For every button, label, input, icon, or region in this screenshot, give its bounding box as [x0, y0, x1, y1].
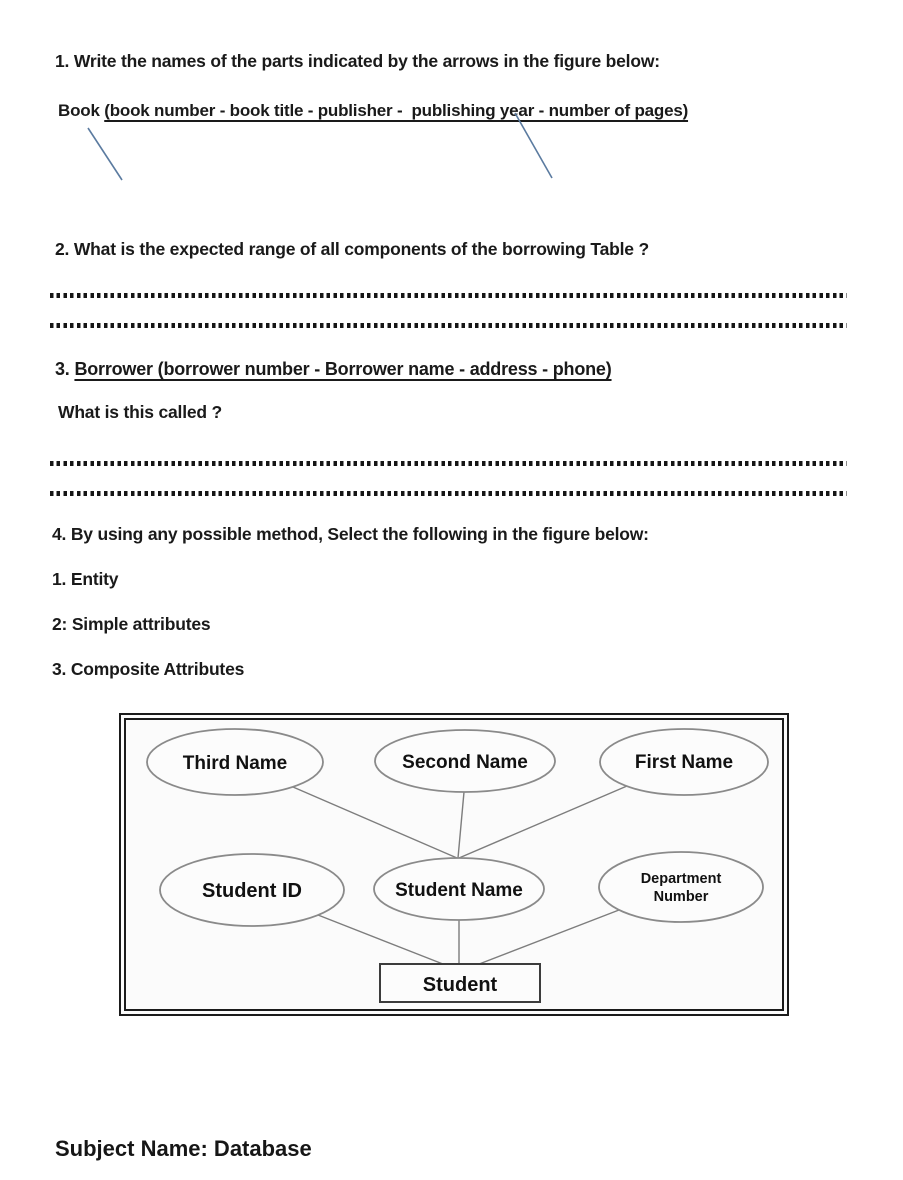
label-student-name: Student Name — [395, 880, 523, 901]
question-2-prompt: 2. What is the expected range of all components of the borrowing Table ? — [55, 239, 649, 259]
question-4-item-entity: 1. Entity — [52, 569, 119, 589]
answer-line — [50, 323, 847, 328]
question-3-heading — [55, 359, 612, 380]
answer-line — [50, 293, 847, 298]
label-second-name: Second Name — [402, 752, 528, 773]
connector-departmentnumber — [474, 910, 619, 966]
connector-thirdname — [293, 787, 457, 858]
subject-name-footer: Subject Name: Database — [55, 1136, 312, 1161]
label-student-entity: Student — [422, 974, 498, 996]
book-entity-label: Book — [58, 101, 100, 120]
question-4-item-simple-attributes: 2: Simple attributes — [52, 614, 211, 634]
label-third-name: Third Name — [182, 753, 288, 774]
question-1-prompt: 1. Write the names of the parts indicated by the arrows in the figure below: — [55, 51, 660, 71]
question-4-prompt: 4. By using any possible method, Select the following in the figure below: — [52, 524, 649, 544]
answer-line — [50, 461, 847, 466]
question-3-number: 3. — [55, 359, 70, 379]
label-first-name: First Name — [634, 752, 734, 773]
label-student-id: Student ID — [202, 880, 302, 902]
connector-firstname — [459, 786, 627, 858]
er-diagram-svg — [126, 720, 782, 1009]
label-department-line2: Number — [653, 889, 709, 905]
attribute-ellipse-department-number — [599, 852, 763, 922]
arrow-line-left — [88, 128, 122, 180]
label-department-line1: Department — [640, 871, 722, 887]
question-4-item-composite-attributes: 3. Composite Attributes — [52, 659, 245, 679]
connector-secondname — [458, 792, 464, 858]
borrower-heading-underlined: Borrower (borrower number - Borrower name - address - phone) — [74, 359, 612, 379]
answer-line — [50, 491, 847, 496]
er-diagram-figure — [119, 713, 789, 1016]
question-3-subprompt: What is this called ? — [58, 402, 223, 422]
arrow-line-right — [515, 113, 552, 178]
annotation-arrows — [80, 105, 570, 190]
connector-studentid — [318, 915, 448, 966]
book-attributes-underlined: (book number - book title - publisher - publishing year - number of pages) — [104, 101, 689, 120]
